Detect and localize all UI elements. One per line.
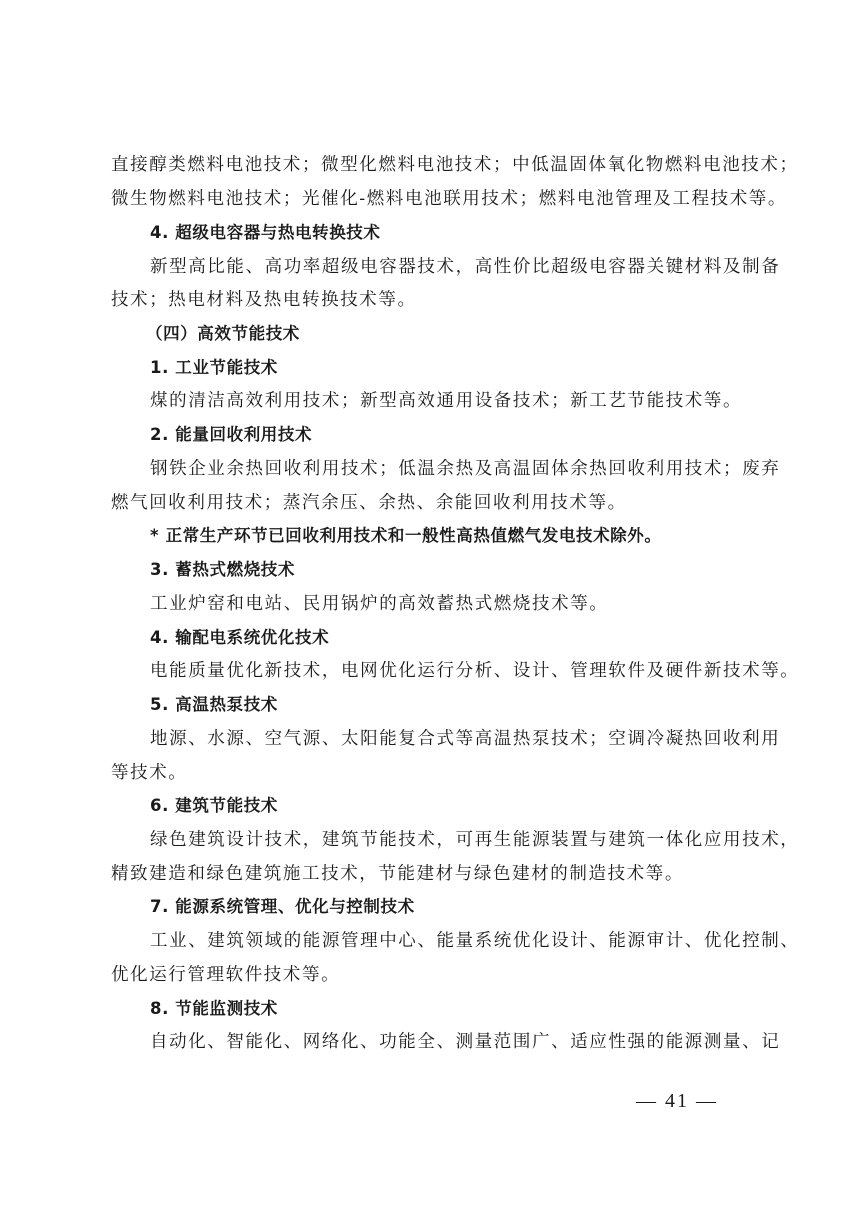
paragraph-line: 燃气回收利用技术；蒸汽余压、余热、余能回收利用技术等。 <box>111 493 627 513</box>
page-number: — 41 — <box>636 1090 718 1112</box>
section-heading: 2. 能量回收利用技术 <box>150 425 313 444</box>
paragraph-line: 电能质量优化新技术，电网优化运行分析、设计、管理软件及硬件新技术等。 <box>150 661 800 681</box>
section-heading: 1. 工业节能技术 <box>150 358 278 377</box>
section-heading: 8. 节能监测技术 <box>150 999 278 1018</box>
section-heading: 6. 建筑节能技术 <box>150 796 278 815</box>
note-line: * 正常生产环节已回收利用技术和一般性高热值燃气发电技术除外。 <box>150 526 662 545</box>
paragraph-line: 工业、建筑领域的能源管理中心、能量系统优化设计、能源审计、优化控制、 <box>150 931 800 951</box>
paragraph-line: 地源、水源、空气源、太阳能复合式等高温热泵技术；空调冷凝热回收利用 <box>150 729 781 749</box>
paragraph-line: 等技术。 <box>111 763 188 783</box>
chapter-heading: （四）高效节能技术 <box>146 324 300 343</box>
paragraph-line: 精致建造和绿色建筑施工技术，节能建材与绿色建材的制造技术等。 <box>111 864 684 884</box>
paragraph-line: 微生物燃料电池技术；光催化-燃料电池联用技术；燃料电池管理及工程技术等。 <box>111 189 788 209</box>
section-heading: 4. 超级电容器与热电转换技术 <box>150 223 381 242</box>
paragraph-line: 直接醇类燃料电池技术；微型化燃料电池技术；中低温固体氧化物燃料电池技术； <box>111 155 799 175</box>
section-heading: 3. 蓄热式燃烧技术 <box>150 560 295 579</box>
paragraph-line: 自动化、智能化、网络化、功能全、测量范围广、适应性强的能源测量、记 <box>150 1032 781 1052</box>
section-heading: 4. 输配电系统优化技术 <box>150 628 330 647</box>
paragraph-line: 技术；热电材料及热电转换技术等。 <box>111 290 417 310</box>
paragraph-line: 绿色建筑设计技术，建筑节能技术，可再生能源装置与建筑一体化应用技术， <box>150 830 800 850</box>
paragraph-line: 优化运行管理软件技术等。 <box>111 965 341 985</box>
section-heading: 5. 高温热泵技术 <box>150 695 278 714</box>
paragraph-line: 钢铁企业余热回收利用技术；低温余热及高温固体余热回收利用技术；废弃 <box>150 459 781 479</box>
paragraph-line: 煤的清洁高效利用技术；新型高效通用设备技术；新工艺节能技术等。 <box>150 391 743 411</box>
paragraph-line: 工业炉窑和电站、民用锅炉的高效蓄热式燃烧技术等。 <box>150 594 609 614</box>
section-heading: 7. 能源系统管理、优化与控制技术 <box>150 897 415 916</box>
paragraph-line: 新型高比能、高功率超级电容器技术，高性价比超级电容器关键材料及制备 <box>150 257 781 277</box>
